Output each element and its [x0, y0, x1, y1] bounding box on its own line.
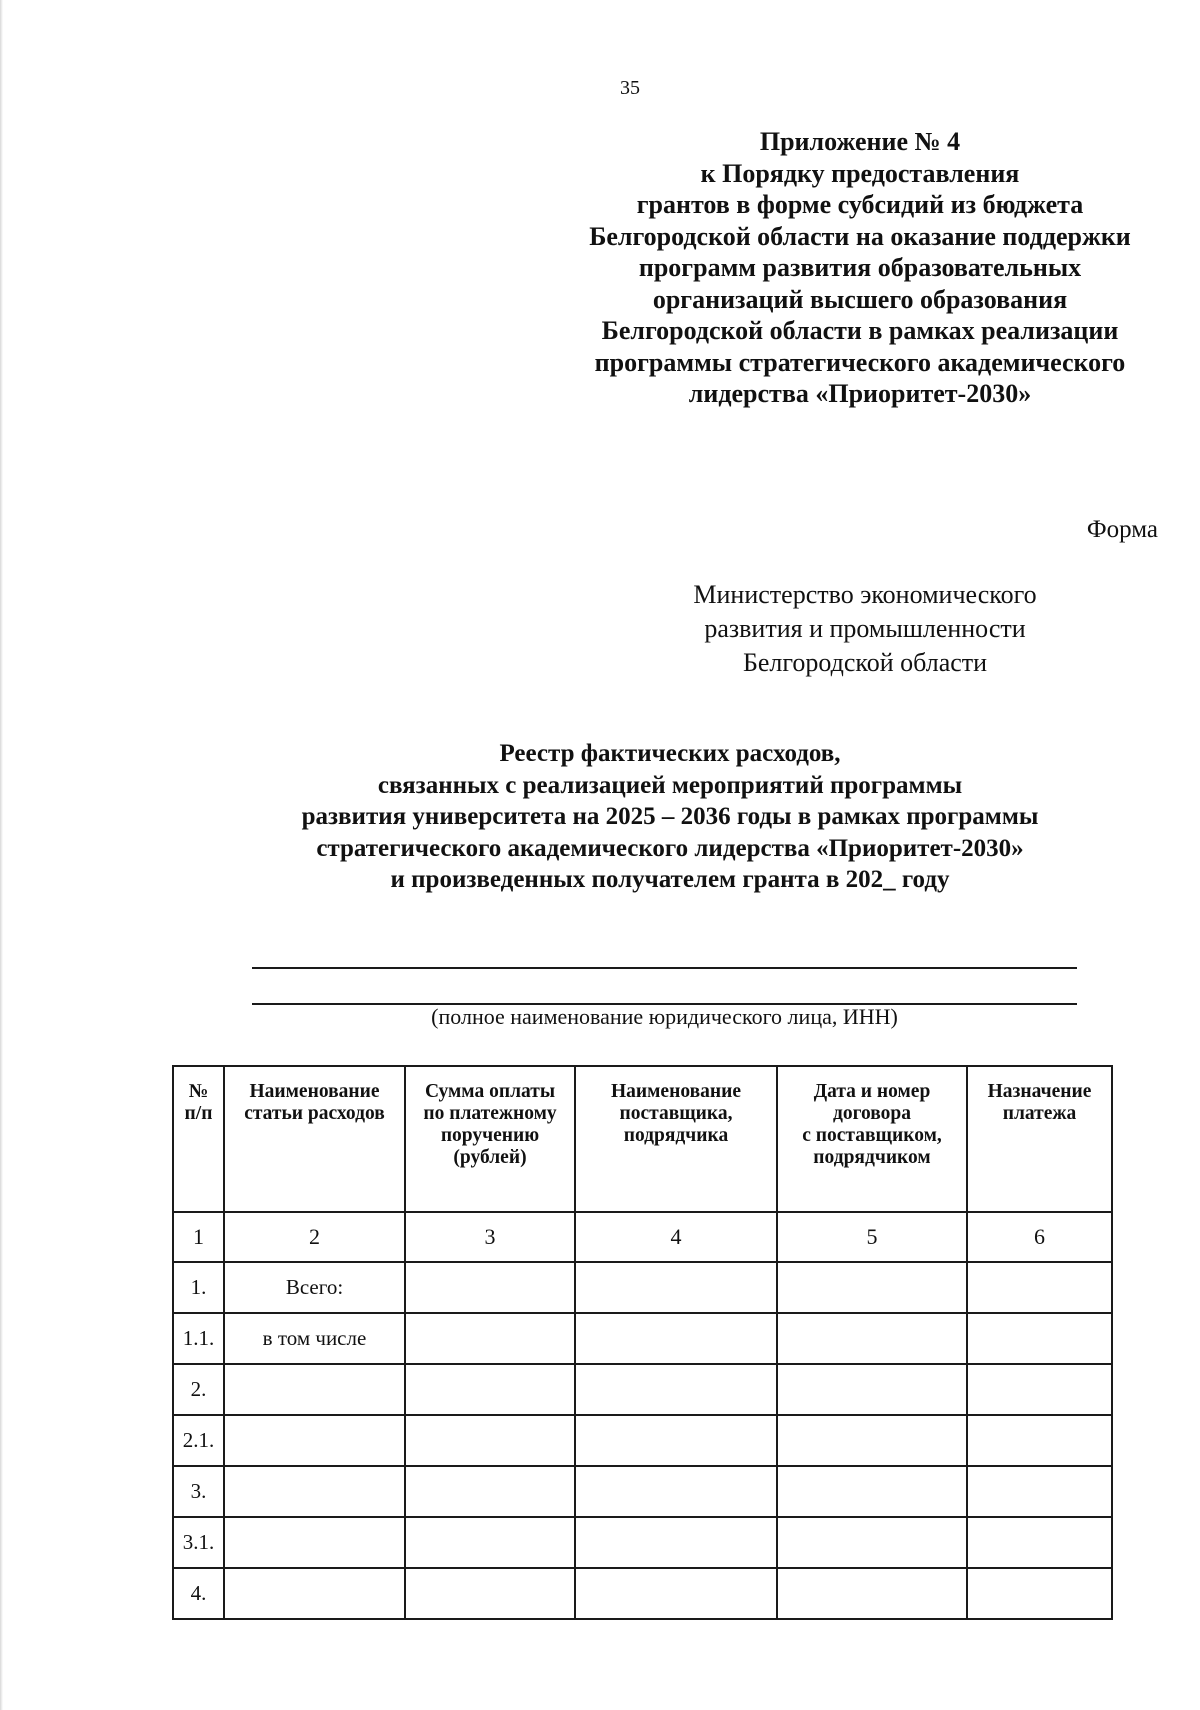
- appendix-line: программ развития образовательных: [638, 253, 1082, 282]
- purpose-cell[interactable]: [967, 1466, 1112, 1517]
- expense-item-cell[interactable]: [224, 1466, 405, 1517]
- supplier-cell[interactable]: [575, 1517, 777, 1568]
- purpose-cell[interactable]: [967, 1568, 1112, 1619]
- header-payment-amount: [405, 1066, 575, 1212]
- title-line: связанных с реализацией мероприятий программы: [377, 771, 963, 799]
- table-header-row: [173, 1066, 1112, 1212]
- header-text: Наименование: [611, 1081, 741, 1102]
- row-number-cell: 3.: [173, 1466, 224, 1517]
- header-contract-date-number: [777, 1066, 967, 1212]
- supplier-cell[interactable]: [575, 1364, 777, 1415]
- header-text: Назначение: [987, 1081, 1092, 1102]
- amount-cell[interactable]: [405, 1364, 575, 1415]
- header-text: платежа: [1002, 1103, 1077, 1124]
- row-number-cell: 4.: [173, 1568, 224, 1619]
- row-number-cell: 3.1.: [173, 1517, 224, 1568]
- entity-name-line-1[interactable]: [252, 967, 1077, 969]
- amount-cell[interactable]: [405, 1313, 575, 1364]
- purpose-cell[interactable]: [967, 1517, 1112, 1568]
- amount-cell[interactable]: [405, 1517, 575, 1568]
- header-text: поручению: [440, 1125, 540, 1146]
- row-number-cell: 2.1.: [173, 1415, 224, 1466]
- table-row: [173, 1517, 1112, 1568]
- form-label: Форма: [1086, 516, 1158, 543]
- table-row: [173, 1415, 1112, 1466]
- table-row: [173, 1466, 1112, 1517]
- header-text: статьи расходов: [244, 1103, 385, 1124]
- contract-cell[interactable]: [777, 1364, 967, 1415]
- contract-cell[interactable]: [777, 1415, 967, 1466]
- expense-item-cell[interactable]: [224, 1517, 405, 1568]
- header-number: [173, 1066, 224, 1212]
- ministry-line: развития и промышленности: [704, 614, 1026, 643]
- column-number-row: [173, 1212, 1112, 1262]
- header-text: подрядчиком: [813, 1147, 931, 1168]
- expense-item-cell[interactable]: [224, 1364, 405, 1415]
- column-number: 5: [777, 1212, 967, 1262]
- expense-item-cell[interactable]: Всего:: [224, 1262, 405, 1313]
- contract-cell[interactable]: [777, 1517, 967, 1568]
- header-text: п/п: [184, 1103, 213, 1124]
- expense-registry-table: [172, 1065, 1113, 1620]
- header-text: договора: [833, 1103, 911, 1124]
- ministry-line: Министерство экономического: [693, 580, 1037, 609]
- contract-cell[interactable]: [777, 1313, 967, 1364]
- appendix-line: программы стратегического академического: [594, 347, 1126, 377]
- document-title: [220, 738, 1120, 896]
- amount-cell[interactable]: [405, 1262, 575, 1313]
- title-line: и произведенных получателем гранта в 202_ году: [390, 866, 950, 893]
- header-payment-purpose: [967, 1066, 1112, 1212]
- amount-cell[interactable]: [405, 1466, 575, 1517]
- appendix-line: к Порядку предоставления: [700, 158, 1020, 188]
- appendix-header: [560, 126, 1160, 410]
- expense-item-cell[interactable]: в том числе: [224, 1313, 405, 1364]
- scan-edge: [0, 0, 3, 1710]
- row-number-cell: 1.1.: [173, 1313, 224, 1364]
- column-number: 1: [173, 1212, 224, 1262]
- purpose-cell[interactable]: [967, 1415, 1112, 1466]
- appendix-line: Белгородской области на оказание поддержки: [589, 221, 1131, 251]
- header-supplier-name: [575, 1066, 777, 1212]
- table-row: [173, 1262, 1112, 1313]
- header-text: поставщика,: [619, 1103, 733, 1124]
- header-text: подрядчика: [623, 1125, 729, 1146]
- title-line: стратегического академического лидерства «Приоритет-2030»: [316, 834, 1024, 862]
- column-number: 2: [224, 1212, 405, 1262]
- header-expense-item: [224, 1066, 405, 1212]
- amount-cell[interactable]: [405, 1415, 575, 1466]
- table-row: [173, 1313, 1112, 1364]
- title-line: Реестр фактических расходов,: [499, 740, 841, 767]
- supplier-cell[interactable]: [575, 1415, 777, 1466]
- column-number: 4: [575, 1212, 777, 1262]
- supplier-cell[interactable]: [575, 1466, 777, 1517]
- header-text: Наименование: [249, 1081, 380, 1102]
- header-text: (рублей): [453, 1147, 527, 1168]
- supplier-cell[interactable]: [575, 1262, 777, 1313]
- header-text: Сумма оплаты: [424, 1081, 556, 1102]
- ministry-name: [620, 578, 1110, 680]
- expense-item-cell[interactable]: [224, 1415, 405, 1466]
- column-number: 6: [967, 1212, 1112, 1262]
- header-text: по платежному: [423, 1103, 557, 1124]
- appendix-line: Приложение № 4: [759, 127, 961, 156]
- header-text: №: [188, 1081, 209, 1102]
- appendix-line: грантов в форме субсидий из бюджета: [636, 190, 1084, 219]
- row-number-cell: 2.: [173, 1364, 224, 1415]
- amount-cell[interactable]: [405, 1568, 575, 1619]
- contract-cell[interactable]: [777, 1568, 967, 1619]
- supplier-cell[interactable]: [575, 1568, 777, 1619]
- contract-cell[interactable]: [777, 1466, 967, 1517]
- purpose-cell[interactable]: [967, 1262, 1112, 1313]
- appendix-line: Белгородской области в рамках реализации: [601, 316, 1119, 345]
- contract-cell[interactable]: [777, 1262, 967, 1313]
- entity-caption: (полное наименование юридического лица, ИНН): [431, 1004, 898, 1029]
- supplier-cell[interactable]: [575, 1313, 777, 1364]
- table-row: [173, 1364, 1112, 1415]
- column-number: 3: [405, 1212, 575, 1262]
- appendix-line: организаций высшего образования: [652, 284, 1068, 314]
- ministry-line: Белгородской области: [742, 648, 988, 677]
- purpose-cell[interactable]: [967, 1364, 1112, 1415]
- table-row: [173, 1568, 1112, 1619]
- header-text: с поставщиком,: [802, 1125, 942, 1146]
- row-number-cell: 1.: [173, 1262, 224, 1313]
- page-number: 35: [620, 77, 640, 99]
- header-text: Дата и номер: [813, 1081, 931, 1102]
- title-line: развития университета на 2025 – 2036 годы в рамках программы: [301, 803, 1039, 830]
- purpose-cell[interactable]: [967, 1313, 1112, 1364]
- expense-item-cell[interactable]: [224, 1568, 405, 1619]
- appendix-line: лидерства «Приоритет-2030»: [688, 379, 1032, 408]
